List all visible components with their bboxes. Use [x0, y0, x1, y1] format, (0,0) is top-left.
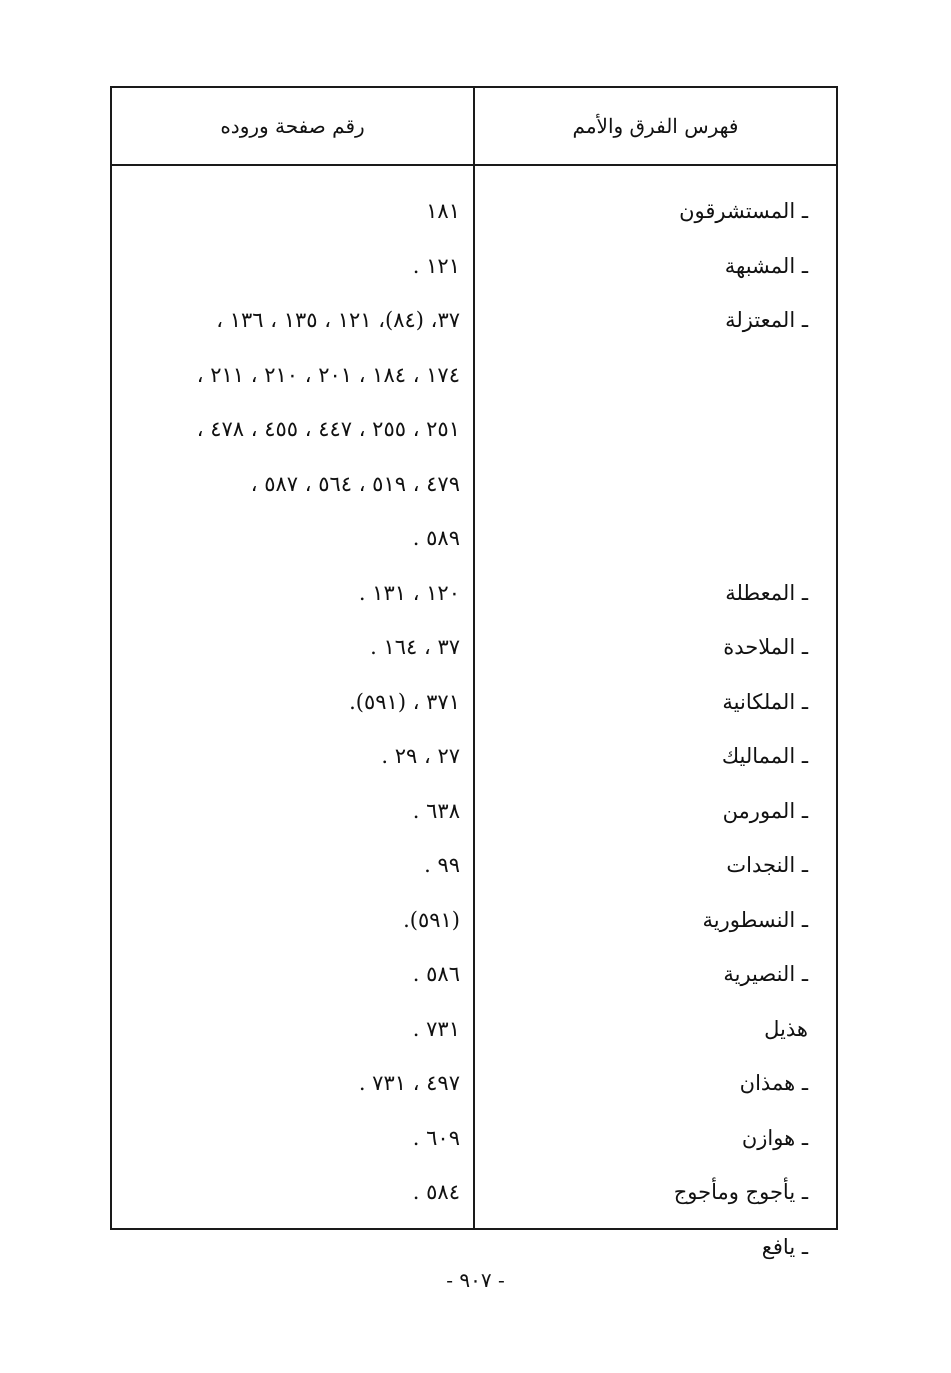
header-divider [112, 164, 836, 166]
header-page-numbers: رقم صفحة وروده [220, 114, 365, 138]
group-entry [488, 402, 808, 457]
group-entry: ـ المعتزلة [725, 308, 808, 332]
column-divider [473, 88, 475, 1228]
group-entry: ـ همذان [739, 1071, 808, 1095]
page-refs: ٤٧٩ ، ٥١٩ ، ٥٦٤ ، ٥٨٧ ، [250, 471, 460, 496]
page-refs: ١٢١ . [412, 253, 460, 278]
page-refs: ٤٩٧ ، ٧٣١ . [358, 1071, 460, 1095]
page-refs: ٦٣٨ . [412, 798, 460, 823]
groups-column [488, 184, 808, 1274]
page-numbers-column [124, 184, 460, 1220]
page-refs: ٧٣١ . [412, 1016, 460, 1041]
group-entry: ـ المماليك [721, 744, 808, 768]
page-refs: (٥٩١). [403, 907, 460, 932]
group-entry: ـ الملاحدة [723, 635, 808, 659]
group-entry: ـ المورمن [722, 798, 808, 823]
page-refs: ٥٨٦ . [412, 962, 460, 986]
index-table [110, 86, 838, 1259]
page-refs: ١٨١ [426, 199, 460, 223]
page-number: - ٩٠٧ - [446, 1268, 505, 1292]
group-entry: ـ يافع [761, 1234, 808, 1259]
group-entry: ـ المشبهة [724, 253, 808, 278]
page-refs: ٥٨٤ . [412, 1180, 460, 1204]
group-entry [488, 457, 808, 512]
page-refs: ٣٧١ ، (٥٩١). [349, 689, 460, 714]
group-entry [488, 511, 808, 566]
page-refs: ١٧٤ ، ١٨٤ ، ٢٠١ ، ٢١٠ ، ٢١١ ، [196, 362, 460, 387]
page-refs: ٣٧، (٨٤)، ١٢١ ، ١٣٥ ، ١٣٦ ، [216, 308, 460, 332]
group-entry: ـ الملكانية [722, 689, 808, 714]
page-refs: ٥٨٩ . [412, 526, 460, 550]
group-entry: ـ النصيرية [723, 962, 808, 986]
group-entry: ـ المعطلة [725, 580, 808, 605]
page-refs: ٣٧ ، ١٦٤ . [370, 635, 460, 659]
group-entry: ـ النسطورية [702, 907, 808, 932]
header-groups: فهرس الفرق والأمم [572, 114, 739, 138]
group-entry: ـ المستشرقون [679, 199, 808, 223]
page-refs: ١٢٠ ، ١٣١ . [358, 580, 460, 605]
group-entry: ـ النجدات [726, 853, 808, 877]
page-refs: ٢٥١ ، ٢٥٥ ، ٤٤٧ ، ٤٥٥ ، ٤٧٨ ، [196, 417, 460, 441]
page-refs: ٩٩ . [424, 853, 460, 877]
group-entry: ـ يأجوج ومأجوج [673, 1180, 808, 1204]
group-entry [488, 348, 808, 403]
group-entry: هذيل [764, 1016, 808, 1041]
page-refs: ٦٠٩ . [412, 1125, 460, 1150]
group-entry: ـ هوازن [741, 1125, 808, 1150]
page-refs: ٢٧ ، ٢٩ . [381, 744, 460, 768]
